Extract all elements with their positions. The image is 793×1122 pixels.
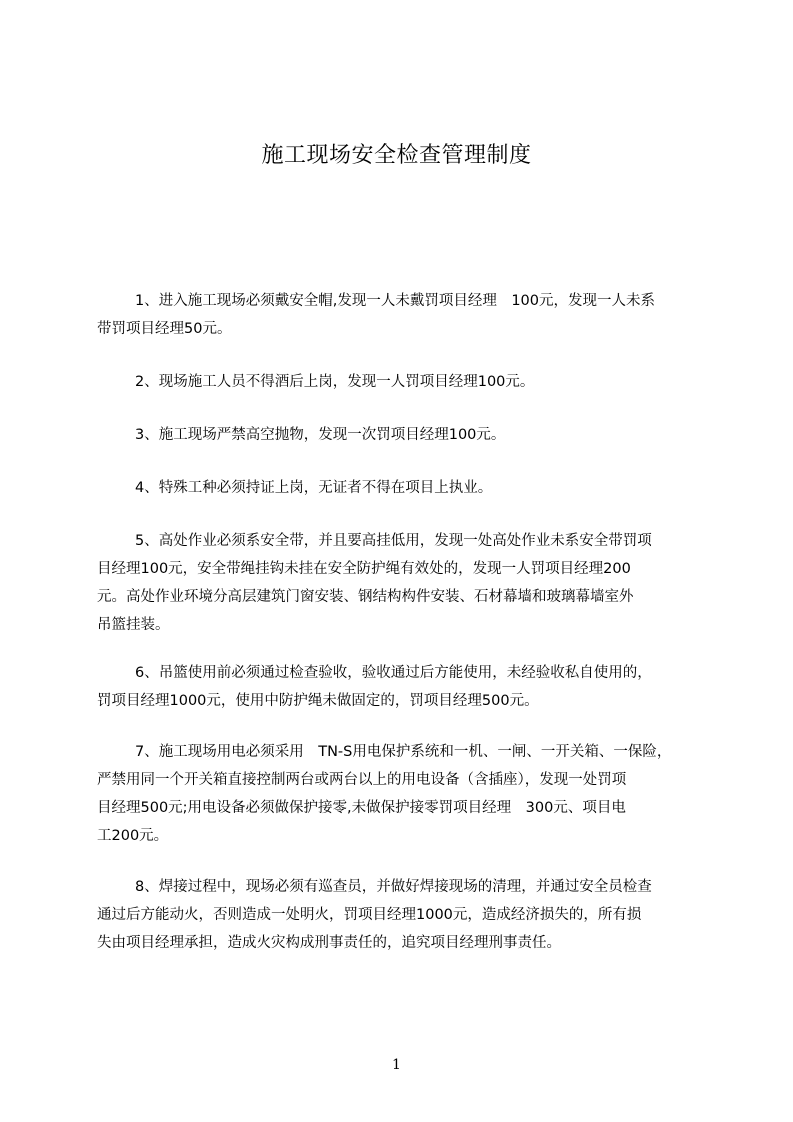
- paragraph-5: [97, 527, 709, 639]
- paragraph-1: [97, 287, 709, 343]
- paragraph-line: 2、现场施工人员不得酒后上岗，发现一人罚项目经理100元。: [135, 374, 535, 390]
- paragraph-3: [97, 421, 709, 449]
- paragraph-line: 4、特殊工种必须持证上岗，无证者不得在项目上执业。: [135, 480, 493, 496]
- paragraph-line: 元。高处作业环境分高层建筑门窗安装、钢结构构件安装、石材幕墙和玻璃幕墙室外: [97, 589, 634, 605]
- page-number: 1: [392, 1057, 401, 1073]
- paragraph-line: 5、高处作业必须系安全带，并且要高挂低用，发现一处高处作业未系安全带罚项: [135, 533, 652, 549]
- paragraph-line: 失由项目经理承担，造成火灾构成刑事责任的，追究项目经理刑事责任。: [97, 935, 561, 951]
- paragraph-line: 目经理100元，安全带绳挂钩未挂在安全防护绳有效处的，发现一人罚项目经理200: [97, 561, 631, 577]
- paragraph-line: 8、焊接过程中，现场必须有巡查员，并做好焊接现场的清理，并通过安全员检查: [135, 879, 652, 895]
- paragraph-line: 7、施工现场用电必须采用 TN-S用电保护系统和一机、一闸、一开关箱、一保险，: [135, 744, 672, 760]
- paragraph-line: 严禁用同一个开关箱直接控制两台或两台以上的用电设备（含插座），发现一处罚项: [97, 772, 627, 788]
- paragraph-line: 通过后方能动火，否则造成一处明火，罚项目经理1000元，造成经济损失的，所有损: [97, 907, 642, 923]
- paragraph-line: 3、施工现场严禁高空抛物，发现一次罚项目经理100元。: [135, 427, 506, 443]
- paragraph-line: 目经理500元;用电设备必须做保护接零,未做保护接零罚项目经理 300元、项目电: [97, 800, 626, 816]
- paragraph-2: [97, 368, 709, 396]
- paragraph-line: 吊篮挂装。: [97, 617, 170, 633]
- paragraph-4: [97, 474, 709, 502]
- paragraph-7: [97, 738, 709, 850]
- paragraph-8: [97, 873, 709, 957]
- paragraph-6: [97, 659, 709, 715]
- paragraph-line: 工200元。: [97, 828, 169, 844]
- paragraph-line: 6、吊篮使用前必须通过检查验收，验收通过后方能使用，未经验收私自使用的，: [135, 665, 652, 681]
- paragraph-line: 1、进入施工现场必须戴安全帽,发现一人未戴罚项目经理 100元，发现一人未系: [135, 293, 656, 309]
- paragraph-line: 罚项目经理1000元，使用中防护绳未做固定的，罚项目经理500元。: [97, 693, 539, 709]
- paragraph-line: 带罚项目经理50元。: [97, 321, 232, 337]
- document-title: 施工现场安全检查管理制度: [261, 143, 532, 168]
